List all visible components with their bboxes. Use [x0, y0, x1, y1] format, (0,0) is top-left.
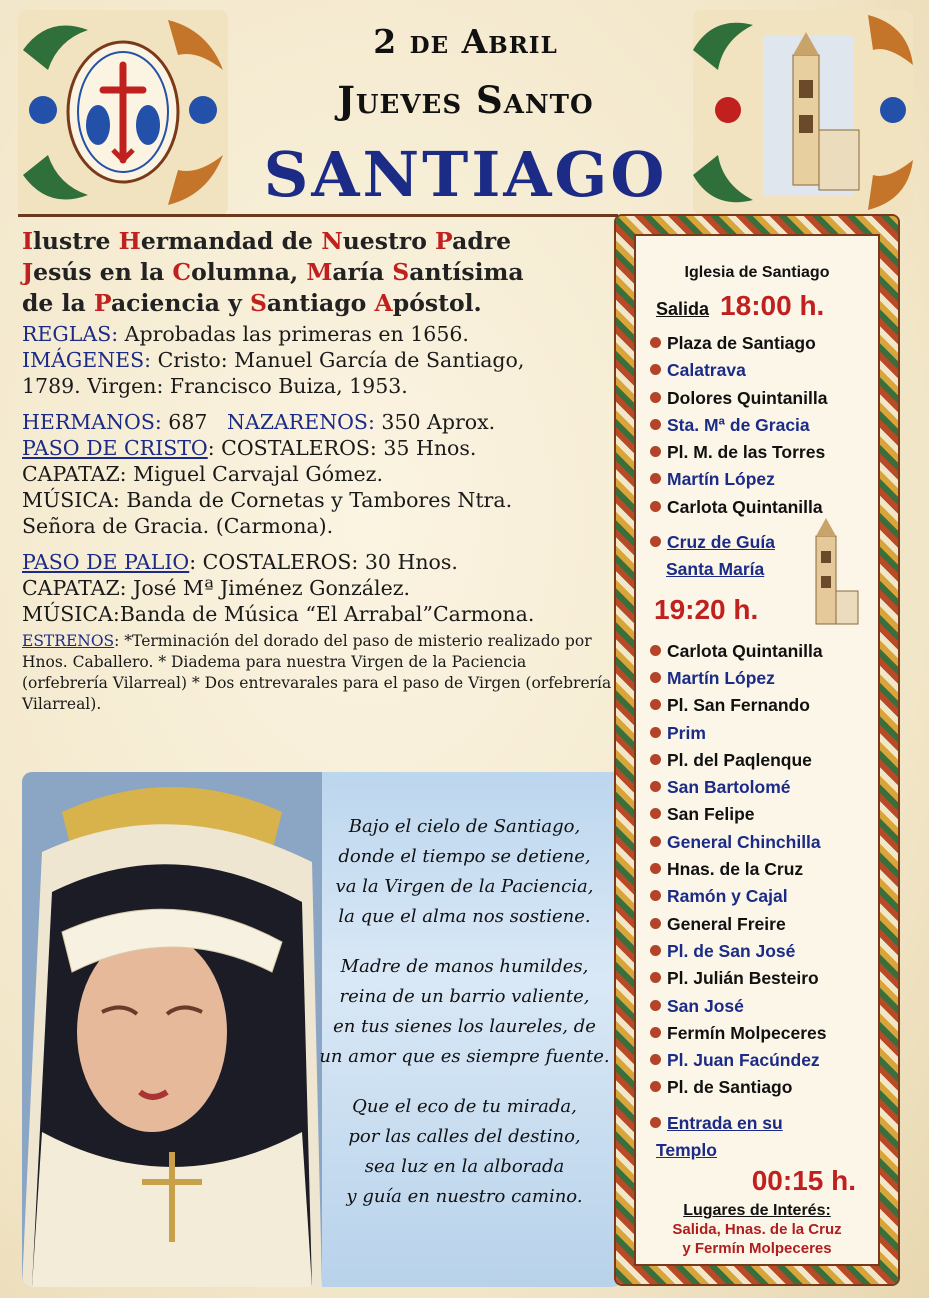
poem-line: y guía en nuestro camino. — [346, 1186, 583, 1207]
bh-word: Santísima — [392, 258, 524, 286]
list-item: Pl. M. de las Torres — [650, 439, 878, 466]
list-item: Santa María — [666, 559, 765, 580]
bh-word: Nuestro — [321, 227, 436, 255]
bullet-icon — [650, 337, 661, 348]
bullet-icon — [650, 1054, 661, 1065]
list-item: Cruz de Guía — [650, 529, 878, 556]
poem-line: en tus sienes los laureles, de — [333, 1016, 596, 1037]
list-item: Dolores Quintanilla — [650, 385, 878, 412]
itinerary-content — [634, 234, 880, 1266]
list-item: Sta. Mª de Gracia — [650, 412, 878, 439]
poem-line: por las calles del destino, — [348, 1126, 581, 1147]
members-line: HERMANOS: 687 NAZARENOS: 350 Aprox. — [22, 410, 496, 434]
list-item: Pl. de Santiago — [650, 1074, 878, 1101]
bullet-icon — [650, 501, 661, 512]
poem-line: Que el eco de tu mirada, — [352, 1096, 577, 1117]
brotherhood-info — [22, 226, 612, 715]
bullet-icon — [650, 727, 661, 738]
bullet-icon — [650, 645, 661, 656]
poem-line: reina de un barrio valiente, — [339, 986, 590, 1007]
bullet-icon — [650, 1000, 661, 1011]
middle-time: 19:20 h. — [654, 593, 759, 625]
poem-line: Madre de manos humildes, — [340, 956, 589, 977]
poem-line: sea luz en la alborada — [364, 1156, 565, 1177]
imagenes-line: IMÁGENES: Cristo: Manuel García de Santiago, — [22, 348, 525, 372]
bullet-icon — [650, 781, 661, 792]
bullet-icon — [650, 446, 661, 457]
reglas-line: REGLAS: Aprobadas las primeras en 1656. — [22, 322, 469, 346]
list-item: Prim — [650, 720, 878, 747]
itinerary-stops-second — [650, 638, 878, 1102]
list-item: Ramón y Cajal — [650, 883, 878, 910]
list-item: Fermín Molpeceres — [650, 1020, 878, 1047]
bullet-icon — [650, 945, 661, 956]
virgin-de-la-paciencia-image — [22, 772, 322, 1287]
bullet-icon — [650, 890, 661, 901]
cristo-musica-line-2: Señora de Gracia. (Carmona). — [22, 514, 334, 538]
estrenos-paragraph: ESTRENOS: *Terminación del dorado del paso de misterio realizado por Hnos. Caballero. * Diadema para nuestra Virgen de la Paciencia (orfebrería Vilarreal) * Dos entrevarales para el paso de Virgen (orfebrería Vilarreal). — [22, 632, 612, 713]
salida-time: 18:00 h. — [720, 290, 825, 321]
bh-word: de la — [22, 289, 94, 317]
poem-line: un amor que es siempre fuente. — [319, 1046, 610, 1067]
list-item: Pl. Julián Besteiro — [650, 965, 878, 992]
list-item: Entrada en su — [650, 1110, 878, 1137]
interest-line: Salida, Hnas. de la Cruz — [672, 1221, 842, 1239]
bh-word: Ilustre — [22, 227, 119, 255]
bh-word: Apóstol. — [374, 289, 482, 317]
bh-word: Padre — [435, 227, 512, 255]
list-item: San Felipe — [650, 801, 878, 828]
bh-word: Santiago — [249, 289, 375, 317]
bullet-icon — [650, 1081, 661, 1092]
itinerary-church: Iglesia de Santiago — [684, 264, 830, 281]
list-item: Carlota Quintanilla — [650, 494, 878, 521]
bh-word: María — [306, 258, 393, 286]
interest-title: Lugares de Interés: — [683, 1202, 831, 1220]
bullet-icon — [650, 863, 661, 874]
cristo-capataz-line: CAPATAZ: Miguel Carvajal Gómez. — [22, 462, 383, 486]
list-item: Pl. de San José — [650, 938, 878, 965]
palio-musica-line: MÚSICA:Banda de Música “El Arrabal”Carmona. — [22, 602, 535, 626]
bullet-icon — [650, 699, 661, 710]
itinerary-entrada — [650, 1110, 878, 1165]
palio-capataz-line: CAPATAZ: José Mª Jiménez González. — [22, 576, 411, 600]
list-item: Pl. del Paqlenque — [650, 747, 878, 774]
list-item: General Chinchilla — [650, 829, 878, 856]
list-item: Pl. San Fernando — [650, 692, 878, 719]
poem-line: va la Virgen de la Paciencia, — [335, 876, 594, 897]
salida-label: Salida — [656, 299, 710, 319]
poem-line: donde el tiempo se detiene, — [338, 846, 591, 867]
itinerary-stops-first — [650, 330, 878, 521]
header-divider — [18, 214, 618, 217]
bullet-icon — [650, 972, 661, 983]
poem-stanza — [307, 952, 622, 1072]
bh-word: Paciencia y — [93, 289, 250, 317]
paso-palio-line: PASO DE PALIO: COSTALEROS: 30 Hnos. — [22, 550, 458, 574]
imagenes-line-2: 1789. Virgen: Francisco Buiza, 1953. — [22, 374, 408, 398]
list-item: Calatrava — [650, 357, 878, 384]
poem-line: Bajo el cielo de Santiago, — [348, 816, 581, 837]
bullet-icon — [650, 754, 661, 765]
list-item: Pl. Juan Facúndez — [650, 1047, 878, 1074]
bh-word: Columna, — [172, 258, 307, 286]
bullet-icon — [650, 1117, 661, 1128]
interest-line: y Fermín Molpeceres — [682, 1240, 832, 1258]
list-item: Hnas. de la Cruz — [650, 856, 878, 883]
church-title: SANTIAGO — [263, 138, 668, 211]
list-item: San Bartolomé — [650, 774, 878, 801]
list-item: General Freire — [650, 911, 878, 938]
end-time: 00:15 h. — [751, 1165, 856, 1197]
bullet-icon — [650, 672, 661, 683]
bullet-icon — [650, 536, 661, 547]
list-item: Templo — [656, 1140, 717, 1161]
tower-icon — [791, 516, 861, 626]
virgin-image-block — [22, 772, 622, 1287]
list-item: Plaza de Santiago — [650, 330, 878, 357]
day-heading: Jueves Santo — [337, 78, 594, 122]
list-item: Carlota Quintanilla — [650, 638, 878, 665]
bullet-icon — [650, 836, 661, 847]
poem-stanza — [307, 1092, 622, 1212]
salida-line — [656, 290, 878, 322]
bullet-icon — [650, 473, 661, 484]
bullet-icon — [650, 808, 661, 819]
bullet-icon — [650, 364, 661, 375]
list-item: Martín López — [650, 665, 878, 692]
poem — [307, 812, 622, 1232]
poem-line: la que el alma nos sostiene. — [338, 906, 591, 927]
header — [18, 10, 913, 220]
bh-word: Jesús en la — [22, 258, 173, 286]
bullet-icon — [650, 1027, 661, 1038]
poem-stanza — [307, 812, 622, 932]
virgin-portrait-icon — [22, 772, 322, 1287]
bullet-icon — [650, 918, 661, 929]
bh-word: Hermandad de — [118, 227, 322, 255]
paso-cristo-line: PASO DE CRISTO: COSTALEROS: 35 Hnos. — [22, 436, 477, 460]
list-item: San José — [650, 993, 878, 1020]
bullet-icon — [650, 392, 661, 403]
itinerary-panel — [616, 216, 898, 1284]
date-heading: 2 de Abril — [373, 22, 558, 61]
brotherhood-name — [22, 226, 612, 319]
list-item: Martín López — [650, 466, 878, 493]
cristo-musica-line: MÚSICA: Banda de Cornetas y Tambores Ntra. — [22, 488, 513, 512]
bullet-icon — [650, 419, 661, 430]
